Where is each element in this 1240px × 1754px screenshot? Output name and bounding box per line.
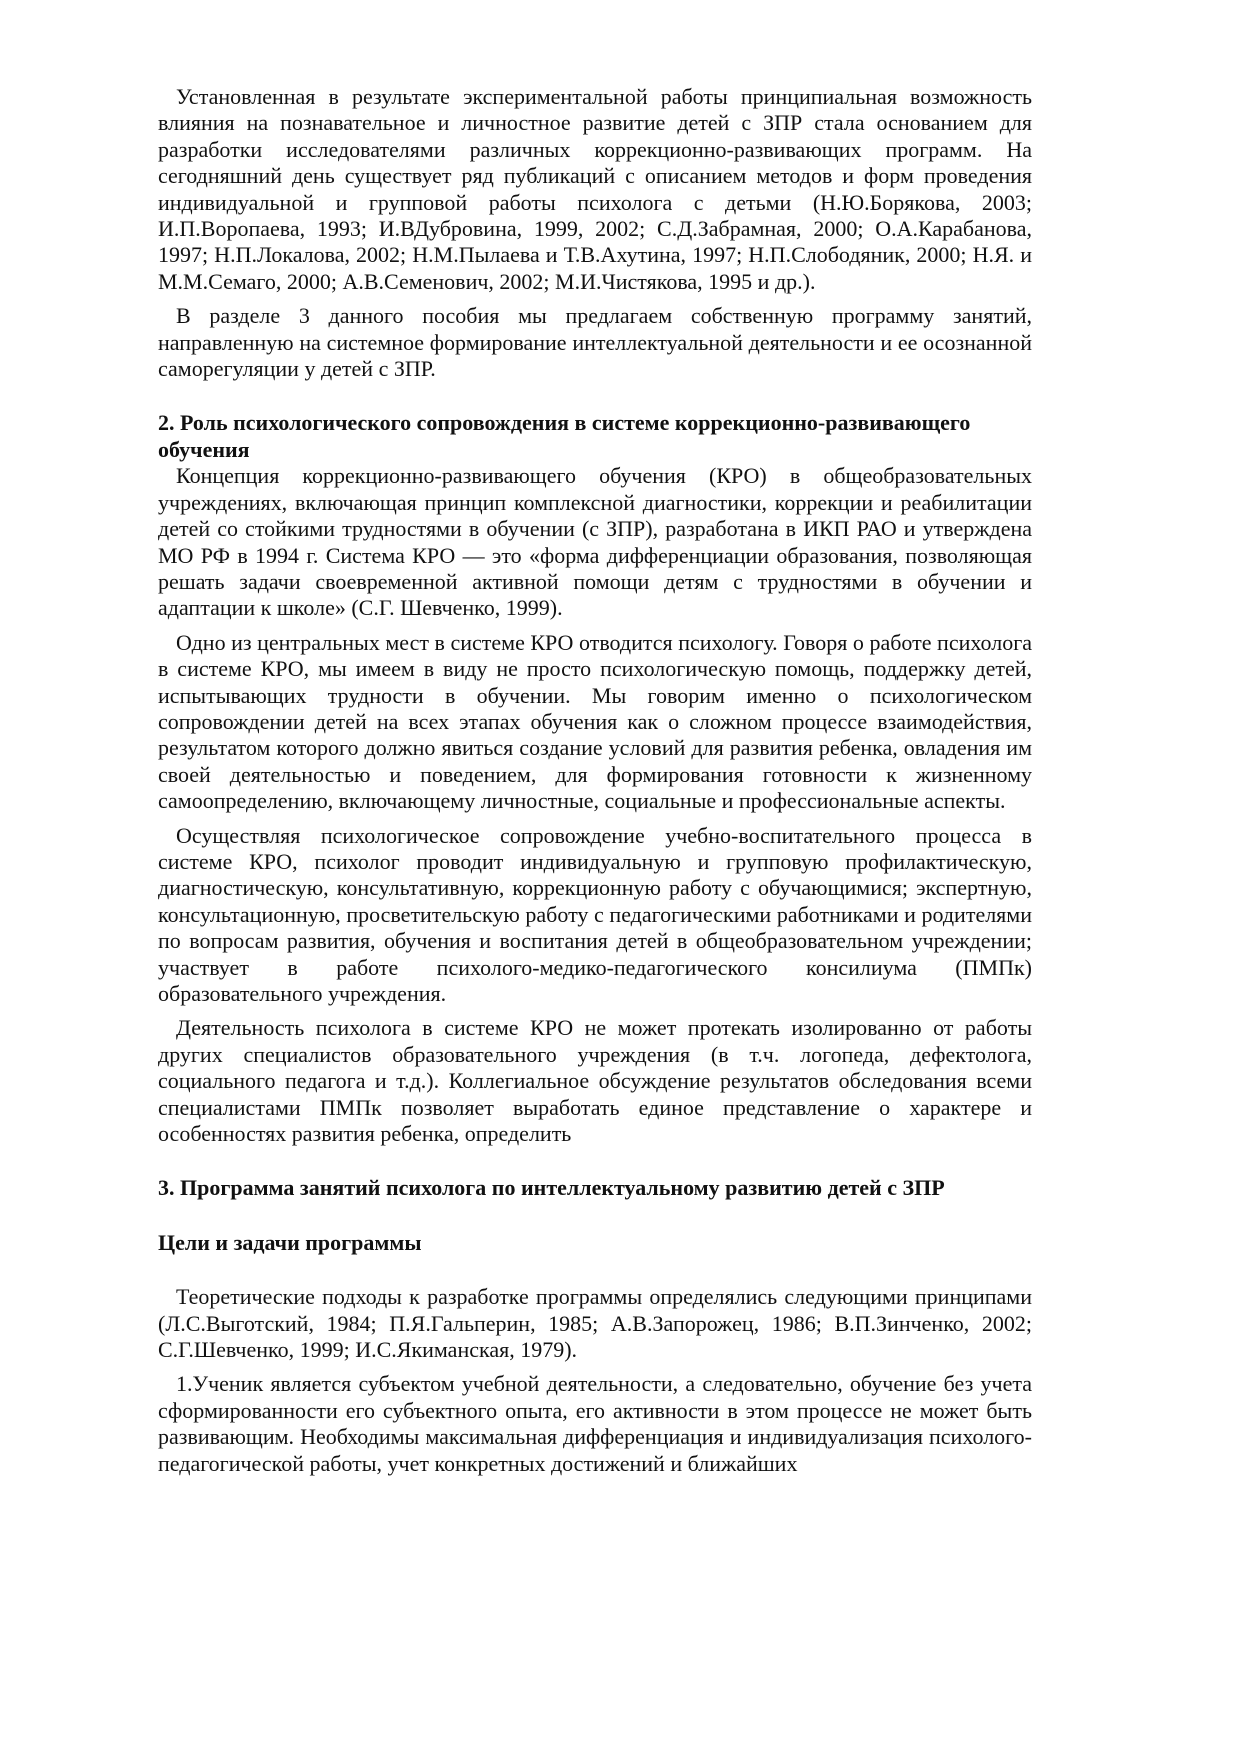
document-page: [158, 84, 1032, 1477]
section-3-subheading: Цели и задачи программы: [158, 1229, 422, 1255]
section-2-heading: 2. Роль психологического сопровождения в системе коррекционно-развивающего обучения: [158, 410, 971, 462]
section-2-paragraph-3: Осуществляя психологическое сопровождение учебно-воспитательного процесса в системе КРО, психолог проводит индивидуальную и групповую профилактическую, диагностическую, консультативную, коррекционную работу с обучающимися; экспертную, консультационную, просветительскую работу с педагогическими работниками и родителями по вопросам развития, обучения и воспитания детей в общеобразовательном учреждении; участвует в работе психолого-медико-педагогического консилиума (ПМПк) образовательного учреждения.: [158, 822, 1032, 1006]
section-3-paragraph-2: 1.Ученик является субъектом учебной деятельности, а следовательно, обучение без учета сформированности его субъектного опыта, его активности в этом процессе не может быть развивающим. Необходимы максимальная дифференциация и индивидуализация психолого-педагогической работы, учет конкретных достижений и ближайших: [158, 1371, 1032, 1476]
section-3-heading: 3. Программа занятий психолога по интеллектуальному развитию детей с ЗПР: [158, 1175, 945, 1201]
section-2-paragraph-4: Деятельность психолога в системе КРО не может протекать изолированно от работы других специалистов образовательного учреждения (в т.ч. логопеда, дефектолога, социального педагога и т.д.). Коллегиальное обсуждение результатов обследования всеми специалистами ПМПк позволяет выработать единое представление о характере и особенностях развития ребенка, определить: [158, 1015, 1032, 1147]
paragraph-intro-2: В разделе 3 данного пособия мы предлагаем собственную программу занятий, направленную на системное формирование интеллектуальной деятельности и ее осознанной саморегуляции у детей с ЗПР.: [158, 303, 1032, 382]
section-3-paragraph-1: Теоретические подходы к разработке программы определялись следующими принципами (Л.С.Выготский, 1984; П.Я.Гальперин, 1985; А.В.Запорожец, 1986; В.П.Зинченко, 2002; С.Г.Шевченко, 1999; И.С.Якиманская, 1979).: [158, 1284, 1032, 1363]
section-2-paragraph-1: Концепция коррекционно-развивающего обучения (КРО) в общеобразовательных учреждениях, включающая принцип комплексной диагностики, коррекции и реабилитации детей со стойкими трудностями в обучении (с ЗПР), разработана в ИКП РАО и утверждена МО РФ в 1994 г. Система КРО — это «форма дифференциации образования, позволяющая решать задачи своевременной активной помощи детям с трудностями в обучении и адаптации к школе» (С.Г. Шевченко, 1999).: [158, 463, 1032, 621]
paragraph-intro-1: Установленная в результате экспериментальной работы принципиальная возможность влияния на познавательное и личностное развитие детей с ЗПР стала основанием для разработки исследователями различных коррекционно-развивающих программ. На сегодняшний день существует ряд публикаций с описанием методов и форм проведения индивидуальной и групповой работы психолога с детьми (Н.Ю.Борякова, 2003; И.П.Воропаева, 1993; И.ВДубровина, 1999, 2002; С.Д.Забрамная, 2000; О.А.Карабанова, 1997; Н.П.Локалова, 2002; Н.М.Пылаева и Т.В.Ахутина, 1997; Н.П.Слободяник, 2000; Н.Я. и М.М.Семаго, 2000; А.В.Семенович, 2002; М.И.Чистякова, 1995 и др.).: [158, 84, 1032, 294]
section-2-paragraph-2: Одно из центральных мест в системе КРО отводится психологу. Говоря о работе психолога в системе КРО, мы имеем в виду не просто психологическую помощь, поддержку детей, испытывающих трудности в обучении. Мы говорим именно о психологическом сопровождении детей на всех этапах обучения как о сложном процессе взаимодействия, результатом которого должно явиться создание условий для развития ребенка, овладения им своей деятельностью и поведением, для формирования готовности к жизненному самоопределению, включающему личностные, социальные и профессиональные аспекты.: [158, 629, 1032, 814]
